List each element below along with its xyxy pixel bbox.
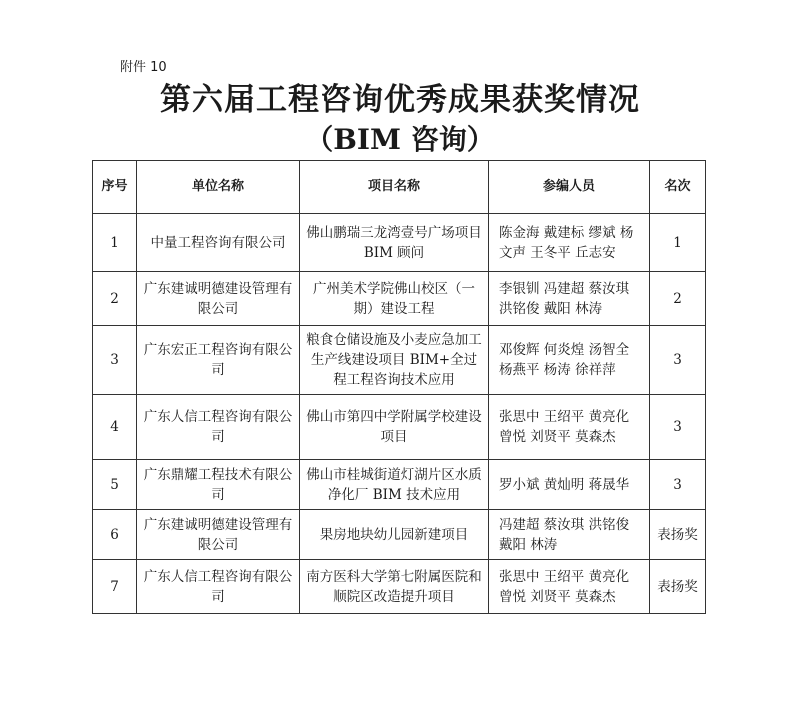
cell-unit: 广东人信工程咨询有限公司 <box>137 395 300 460</box>
table-row <box>93 395 706 460</box>
table-row <box>93 214 706 272</box>
cell-rank: 2 <box>650 272 706 326</box>
page-title: 第六届工程咨询优秀成果获奖情况 <box>160 82 640 118</box>
table-row <box>93 326 706 395</box>
table-row <box>93 272 706 326</box>
cell-rank: 3 <box>650 326 706 395</box>
cell-seq: 4 <box>93 395 137 460</box>
cell-project: 广州美术学院佛山校区（一期）建设工程 <box>300 272 489 326</box>
cell-unit: 广东建诚明德建设管理有限公司 <box>137 272 300 326</box>
cell-seq: 6 <box>93 510 137 560</box>
cell-people: 张思中 王绍平 黄亮化 曾悦 刘贤平 莫森杰 <box>489 560 650 614</box>
cell-seq: 1 <box>93 214 137 272</box>
cell-seq: 5 <box>93 460 137 510</box>
header-people: 参编人员 <box>489 161 650 214</box>
cell-project: 佛山鹏瑞三龙湾壹号广场项目 BIM 顾问 <box>300 214 489 272</box>
header-seq: 序号 <box>93 161 137 214</box>
header-project: 项目名称 <box>300 161 489 214</box>
cell-people: 冯建超 蔡汝琪 洪铭俊 戴阳 林涛 <box>489 510 650 560</box>
table-row <box>93 460 706 510</box>
cell-rank: 表扬奖 <box>650 560 706 614</box>
cell-project: 果房地块幼儿园新建项目 <box>300 510 489 560</box>
cell-project: 粮食仓储设施及小麦应急加工生产线建设项目 BIM+全过程工程咨询技术应用 <box>300 326 489 395</box>
cell-people: 李银钏 冯建超 蔡汝琪 洪铭俊 戴阳 林涛 <box>489 272 650 326</box>
cell-rank: 3 <box>650 395 706 460</box>
page-subtitle: （BIM 咨询） <box>305 123 495 156</box>
header-rank: 名次 <box>650 161 706 214</box>
cell-unit: 广东人信工程咨询有限公司 <box>137 560 300 614</box>
table-header-row <box>93 161 706 214</box>
cell-rank: 1 <box>650 214 706 272</box>
cell-unit: 广东鼎耀工程技术有限公司 <box>137 460 300 510</box>
cell-project: 佛山市第四中学附属学校建设项目 <box>300 395 489 460</box>
header-unit: 单位名称 <box>137 161 300 214</box>
awards-table <box>92 160 706 614</box>
cell-people: 张思中 王绍平 黄亮化 曾悦 刘贤平 莫森杰 <box>489 395 650 460</box>
cell-unit: 广东建诚明德建设管理有限公司 <box>137 510 300 560</box>
cell-rank: 表扬奖 <box>650 510 706 560</box>
cell-people: 罗小斌 黄灿明 蒋晟华 <box>489 460 650 510</box>
cell-rank: 3 <box>650 460 706 510</box>
table-row <box>93 560 706 614</box>
attachment-label: 附件 10 <box>120 60 167 75</box>
cell-people: 陈金海 戴建标 缪斌 杨文声 王冬平 丘志安 <box>489 214 650 272</box>
cell-seq: 2 <box>93 272 137 326</box>
cell-people: 邓俊辉 何炎煌 汤智全 杨燕平 杨涛 徐祥萍 <box>489 326 650 395</box>
cell-seq: 3 <box>93 326 137 395</box>
table-row <box>93 510 706 560</box>
cell-seq: 7 <box>93 560 137 614</box>
cell-unit: 中量工程咨询有限公司 <box>137 214 300 272</box>
cell-project: 佛山市桂城街道灯湖片区水质净化厂 BIM 技术应用 <box>300 460 489 510</box>
cell-unit: 广东宏正工程咨询有限公司 <box>137 326 300 395</box>
cell-project: 南方医科大学第七附属医院和顺院区改造提升项目 <box>300 560 489 614</box>
